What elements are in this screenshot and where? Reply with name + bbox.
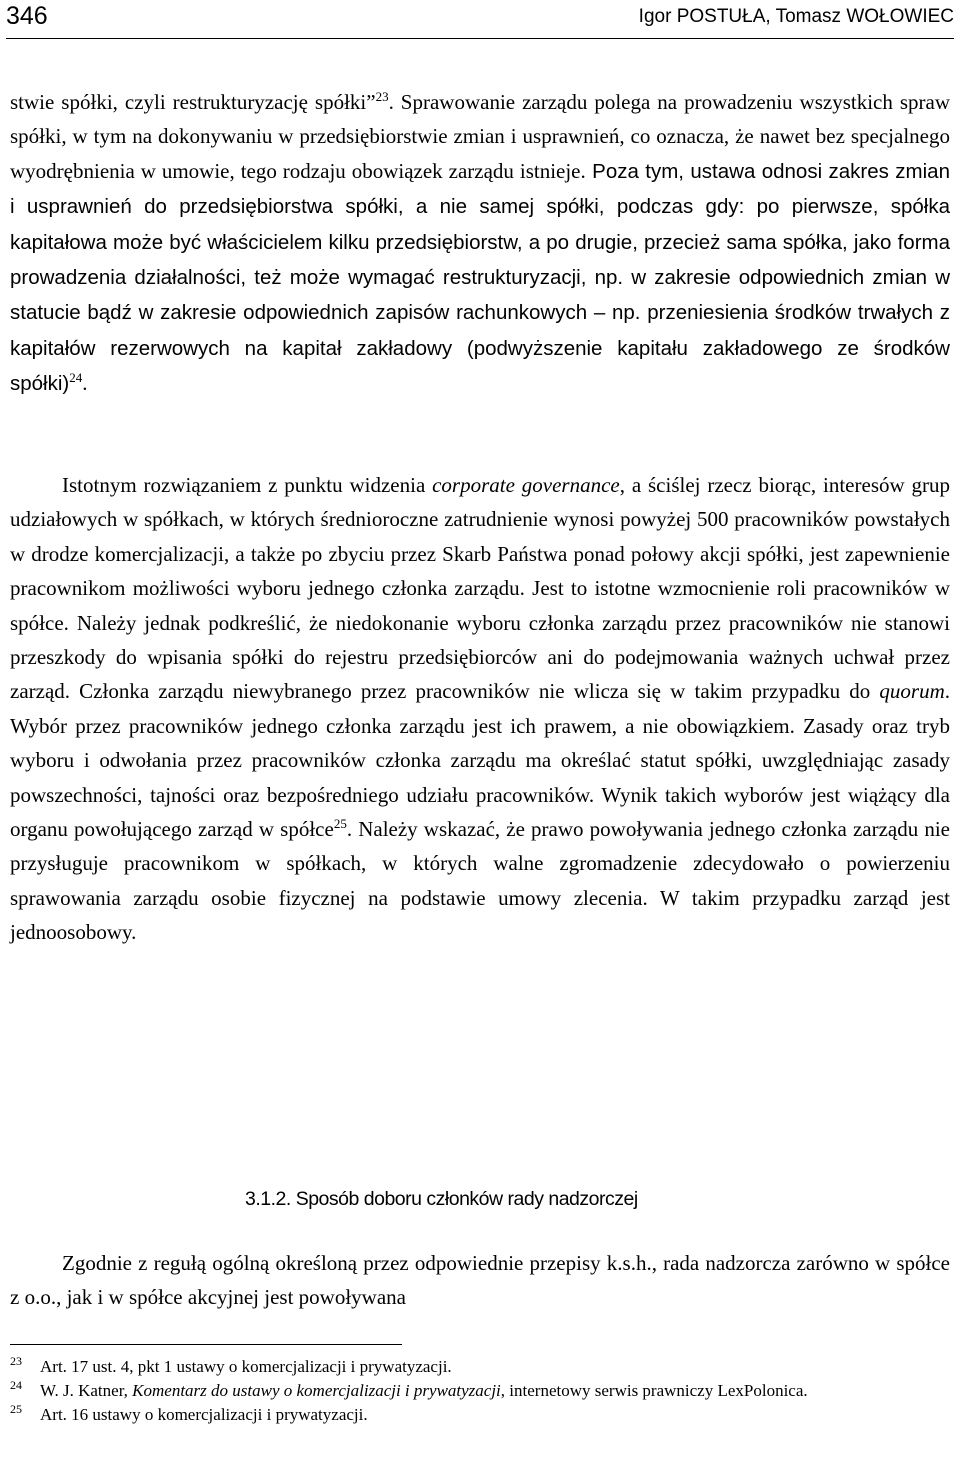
footnote-23 — [10, 1355, 950, 1379]
running-head-authors: Igor POSTUŁA, Tomasz WOŁOWIEC — [638, 6, 954, 27]
section-heading: 3.1.2. Sposób doboru członków rady nadzorczej — [245, 1188, 638, 1210]
paragraph-3-text: Zgodnie z regułą ogólną określoną przez odpowiednie przepisy k.s.h., rada nadzorcza zarówno w spółce z o.o., jak i w spółce akcyjnej jest powoływana — [10, 1251, 950, 1310]
footnote-text-source: , internetowy serwis prawniczy LexPolonica. — [500, 1381, 808, 1400]
footnote-ref-23: 23 — [375, 89, 389, 104]
footnote-ref-25: 25 — [333, 816, 347, 832]
footnote-text-title: Komentarz do ustawy o komercjalizacji i prywatyzacji — [132, 1381, 501, 1400]
footnotes — [10, 1355, 950, 1427]
footnote-text: Art. 16 ustawy o komercjalizacji i prywatyzacji. — [40, 1405, 368, 1424]
paragraph-2-text-c: . Wybór przez pracowników jednego członka zarządu jest ich prawem, a nie obowiązkiem. Zasady oraz tryb wyboru i odwołania przez pracowników członka zarządu ma określać statut spółki, uwzględniając zasady powszechności, tajności oraz bezpośredniego udziału pracowników. Wynik takich wyborów jest wiążący dla organu powołującego zarząd w spółce — [10, 679, 950, 842]
footnote-ref-24: 24 — [69, 370, 83, 386]
paragraph-2-text-a: Istotnym rozwiązaniem z punktu widzenia — [62, 473, 433, 497]
footnote-number: 23 — [10, 1354, 22, 1368]
page-header — [6, 0, 954, 39]
footnote-number: 25 — [10, 1402, 22, 1416]
page-number: 346 — [6, 2, 48, 30]
paragraph-1-text-a: stwie spółki, czyli restrukturyzację spółki” — [10, 90, 376, 114]
term-corporate-governance: corporate governance — [432, 473, 620, 497]
term-quorum: quorum — [879, 679, 945, 704]
paragraph-1-text-c: Poza tym, ustawa odnosi zakres zmian i usprawnień do przedsiębiorstwa spółki, a nie samej spółki, podczas gdy: po pierwsze, spółka kapitałowa może być właścicielem kilku przedsiębiorstw, a po drugie, przecież sama spółka, jako forma prowadzenia działalności, też może wymagać restrukturyzacji, np. w zakresie odpowiednich zmian w statucie bądź w zakresie odpowiednich zapisów rachunkowych – np. przeniesienia środków trwałych z kapitałów rezerwowych na kapitał zakładowy (podwyższenie kapitału zakładowego ze środków spółki) — [10, 159, 950, 396]
paragraph-1-text-b: . Sprawowanie zarządu polega na prowadzeniu wszystkich spraw spółki, w tym na dokonywaniu w przedsiębiorstwie zmian i usprawnień, co oznacza, że nawet bez specjalnego wyodrębnienia w umowie, tego rodzaju obowiązek zarządu istnieje. — [10, 90, 950, 183]
footnote-number: 24 — [10, 1378, 22, 1392]
paragraph-1 — [10, 85, 950, 402]
paragraph-2-text-d: . Należy wskazać, że prawo powoływania jednego członka zarządu nie przysługuje pracownikom w spółkach, w których walne zgromadzenie zdecydowało o powierzeniu sprawowania zarządu osobie fizycznej na podstawie umowy zlecenia. W takim przypadku zarząd jest jednoosobowy. — [10, 817, 950, 945]
paragraph-2 — [10, 468, 950, 950]
paragraph-2-text-b: , a ściślej rzecz biorąc, interesów grup udziałowych w spółkach, w których średnioroczne zatrudnienie wynosi powyżej 500 pracowników powstałych w drodze komercjalizacji, a także po zbyciu przez Skarb Państwa ponad połowy akcji spółki, jest zapewnienie pracownikom możliwości wyboru jednego członka zarządu. Jest to istotne wzmocnienie roli pracowników w spółce. Należy jednak podkreślić, że niedokonanie wyboru członka zarządu przez pracowników nie stanowi przeszkody do wpisania spółki do rejestru przedsiębiorców ani do podejmowania ważnych uchwał przez zarząd. Członka zarządu niewybranego przez pracowników nie wlicza się w takim przypadku do — [10, 473, 950, 704]
paragraph-1-text-d: . — [82, 371, 88, 396]
footnote-text-author: W. J. Katner, — [40, 1381, 133, 1400]
footnote-divider — [10, 1344, 402, 1345]
footnote-25 — [10, 1403, 950, 1427]
paragraph-3 — [10, 1246, 950, 1315]
footnote-24 — [10, 1379, 950, 1403]
footnote-text: Art. 17 ust. 4, pkt 1 ustawy o komercjalizacji i prywatyzacji. — [40, 1357, 452, 1376]
